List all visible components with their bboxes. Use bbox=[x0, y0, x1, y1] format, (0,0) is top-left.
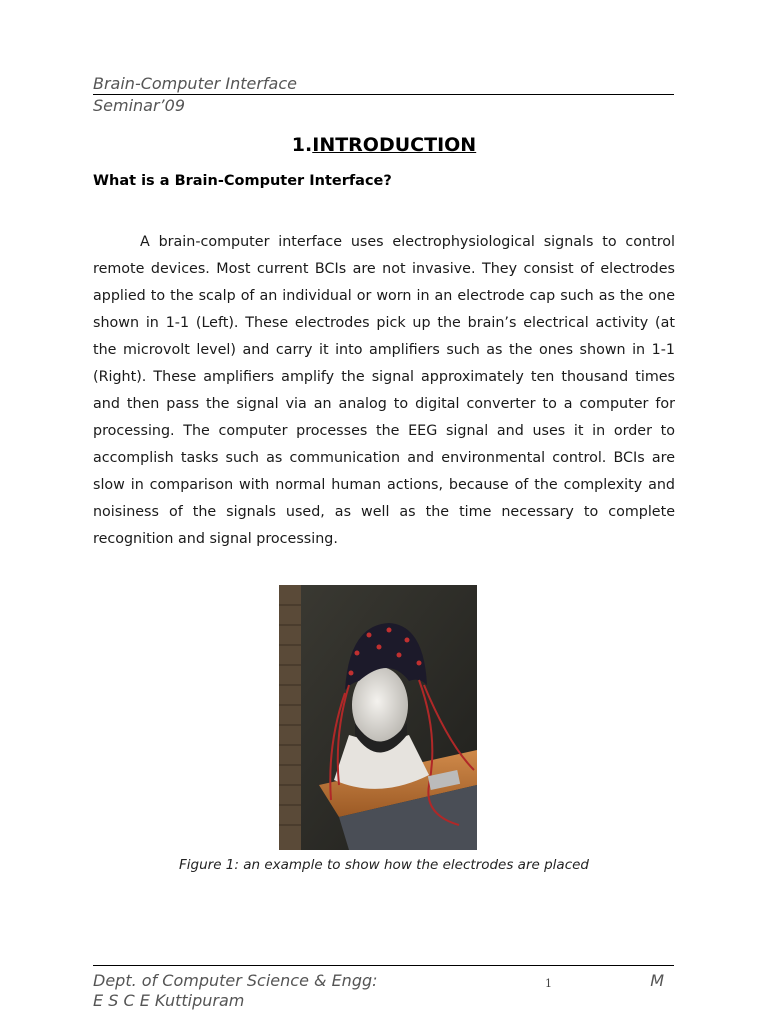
figure-image bbox=[279, 585, 477, 850]
chapter-title bbox=[0, 134, 768, 156]
eeg-cap-photo bbox=[279, 585, 477, 850]
page-header bbox=[93, 73, 674, 116]
page-footer bbox=[93, 965, 674, 1011]
chapter-number: 1. bbox=[291, 134, 313, 156]
footer-right-text: M bbox=[650, 971, 664, 990]
header-subtitle: Seminar’09 bbox=[93, 96, 185, 115]
header-title: Brain-Computer Interface bbox=[93, 73, 674, 95]
chapter-title-text: INTRODUCTION bbox=[312, 134, 477, 156]
body-paragraph: A brain-computer interface uses electrophysiological signals to control remote devices. Most current BCIs are not invasive. They consist of electrodes applied to the scalp of an individual or worn in an electrode cap such as the one shown in 1-1 (Left). These electrodes pick up the brain’s electrical activity (at the microvolt level) and carry it into amplifiers such as the ones shown in 1-1 (Right). These amplifiers amplify the signal approximately ten thousand times and then pass the signal via an analog to digital converter to a computer for processing. The computer processes the EEG signal and uses it in order to accomplish tasks such as communication and environmental control. BCIs are slow in comparison with normal human actions, because of the complexity and noisiness of the signals used, as well as the time necessary to complete recognition and signal processing. bbox=[93, 234, 675, 547]
footer-institution: E S C E Kuttipuram bbox=[93, 991, 245, 1010]
section-heading: What is a Brain-Computer Interface? bbox=[93, 173, 392, 189]
footer-department: Dept. of Computer Science & Engg: bbox=[93, 971, 378, 990]
page-number: 1 bbox=[545, 977, 552, 990]
figure-caption: Figure 1: an example to show how the electrodes are placed bbox=[179, 857, 589, 873]
